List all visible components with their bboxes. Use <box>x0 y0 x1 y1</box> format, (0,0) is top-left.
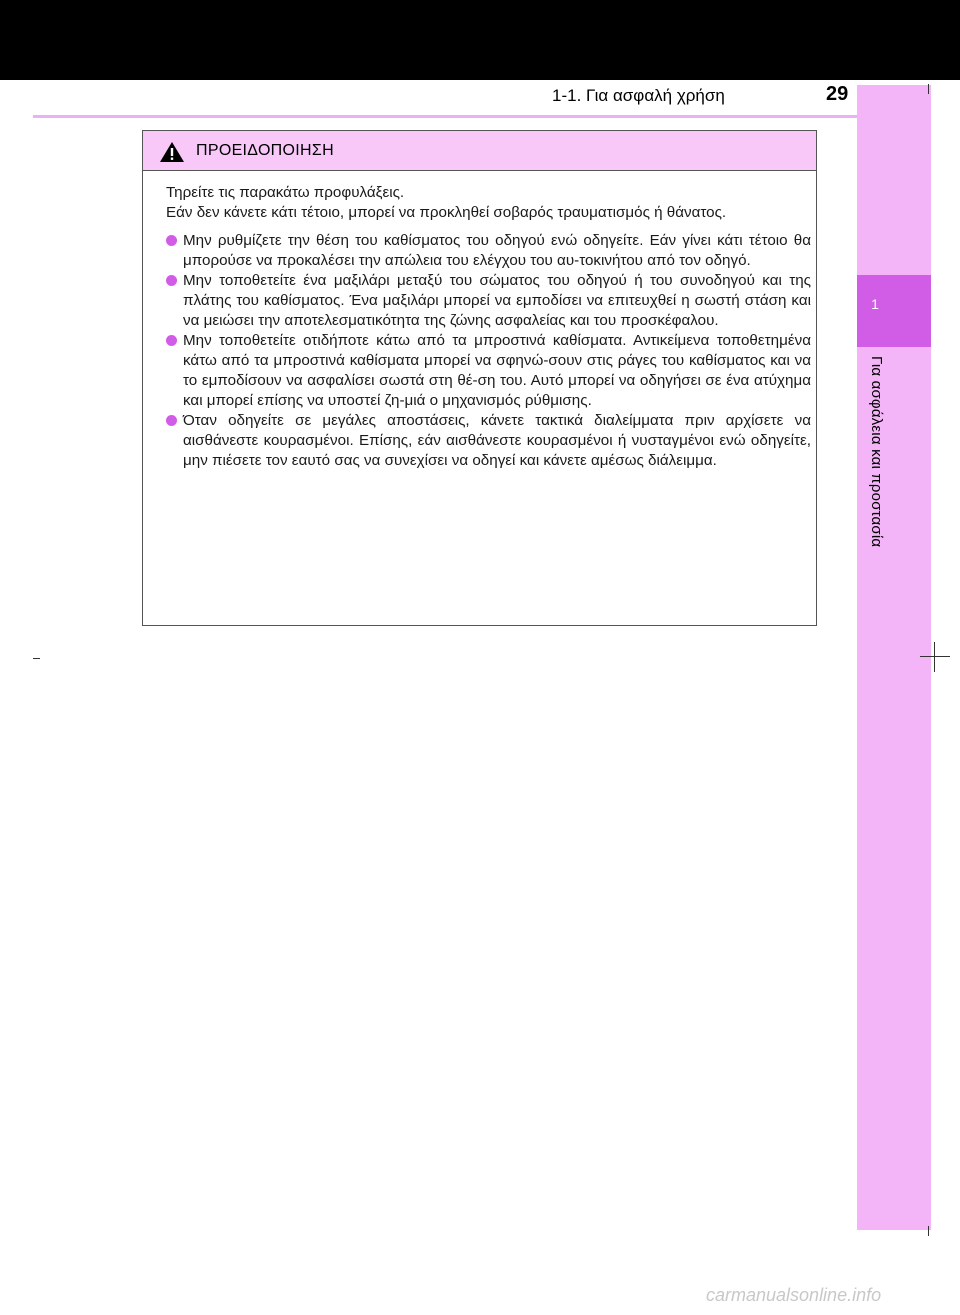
bullet-dot-icon <box>166 275 177 286</box>
warning-item <box>166 411 811 471</box>
top-black-band <box>0 0 960 80</box>
warning-intro-line: Τηρείτε τις παρακάτω προφυλάξεις. <box>166 184 405 201</box>
bullet-dot-icon <box>166 335 177 346</box>
chapter-title-vertical: Για ασφάλεια και προστασία <box>868 356 885 548</box>
warning-item-text: Όταν οδηγείτε σε μεγάλες αποστάσεις, κάνετε τακτικά διαλείμματα πριν αρχίσετε να αισθάνεστε κουρασμένοι. Επίσης, εάν αισθάνεστε κουρασμένοι ή νυσταγμένοι ενώ οδηγείτε, μην πιέσετε τον εαυτό σας να συνεχίσει να οδηγεί και κάνετε αμέσως διάλειμμα. <box>183 412 811 469</box>
chapter-number: 1 <box>871 296 879 312</box>
warning-item-text: Μην ρυθμίζετε την θέση του καθίσματος του οδηγού ενώ οδηγείτε. Εάν γίνει κάτι τέτοιο θα μπορούσε να προκαλέσει την απώλεια του ελέγχου του αυ-τοκινήτου από τον οδηγό. <box>183 232 811 269</box>
side-chapter-tab[interactable] <box>857 275 931 347</box>
warning-header <box>143 131 816 171</box>
warning-intro-line: Εάν δεν κάνετε κάτι τέτοιο, μπορεί να προκληθεί σοβαρός τραυματισμός ή θάνατος. <box>166 204 727 221</box>
crop-mark-top <box>928 84 929 94</box>
warning-item <box>166 271 811 331</box>
warning-box <box>142 130 817 626</box>
warning-triangle-icon <box>159 141 185 163</box>
page-number: 29 <box>826 83 849 105</box>
watermark: carmanualsonline.info <box>706 1285 882 1305</box>
header-divider <box>33 115 930 118</box>
warning-body <box>166 183 811 471</box>
warning-item-text: Μην τοποθετείτε ένα μαξιλάρι μεταξύ του σώματος του οδηγού ή του συνοδηγού και της πλάτης του καθίσματος. Ένα μαξιλάρι μπορεί να εμποδίσει να επιτευχθεί η σωστή στάση και να μειώσει την αποτελεσματικότητα της ζώνης ασφαλείας και του προσκέφαλου. <box>183 272 811 329</box>
crop-mark-bottom <box>928 1226 929 1236</box>
side-chapter-strip <box>857 85 931 1230</box>
crop-mark-right-v <box>934 642 935 672</box>
warning-item-text: Μην τοποθετείτε οτιδήποτε κάτω από τα μπροστινά καθίσματα. Αντικείμενα τοποθετημένα κάτω από τα μπροστινά καθίσματα μπορεί να σφηνώ-σουν στις ράγες του καθίσματος και να το εμποδίσουν να ασφαλίσει σωστά στη θέ-ση του. Αυτό μπορεί να οδηγήσει σε ένα ατύχημα και μπορεί επίσης να υποστεί ζη-μιά ο μηχανισμός ρύθμισης. <box>183 332 811 409</box>
crop-mark-right-h <box>920 656 950 657</box>
bullet-dot-icon <box>166 235 177 246</box>
warning-title: ΠΡΟΕΙΔΟΠΟΙΗΣΗ <box>196 142 334 159</box>
warning-item <box>166 231 811 271</box>
section-title: 1-1. Για ασφαλή χρήση <box>552 86 725 105</box>
warning-intro <box>166 183 811 223</box>
warning-item <box>166 331 811 411</box>
crop-mark-left <box>33 658 40 659</box>
bullet-dot-icon <box>166 415 177 426</box>
